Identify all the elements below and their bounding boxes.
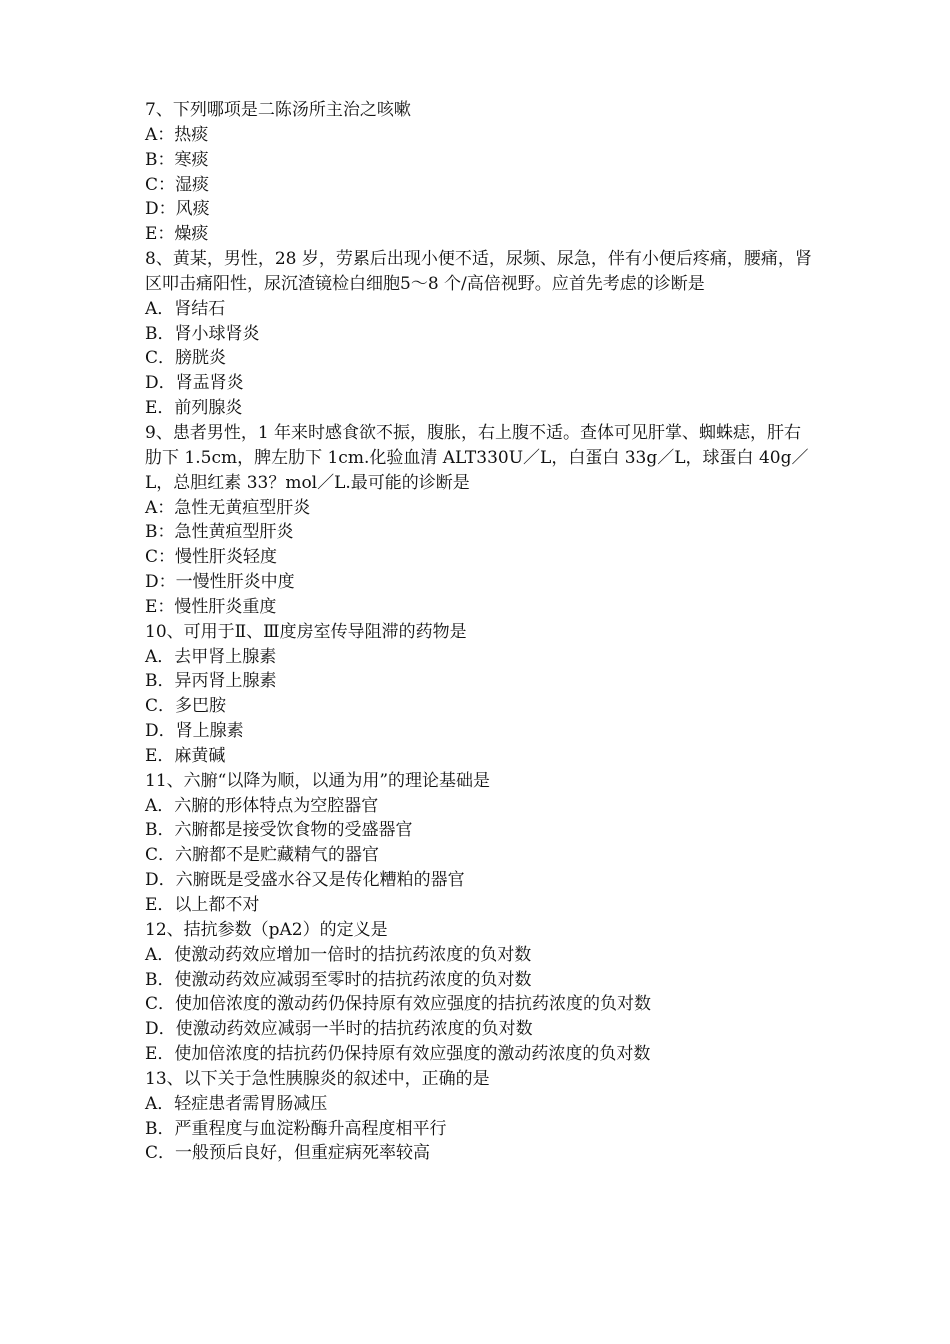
document-content [145, 98, 815, 1166]
question-8-option-e: E．前列腺炎 [145, 398, 243, 419]
question-13-stem: 13、以下关于急性胰腺炎的叙述中，正确的是 [145, 1068, 490, 1089]
question-8-option-d: D．肾盂肾炎 [145, 373, 244, 394]
question-9-option-a: A：急性无黄疸型肝炎 [145, 497, 311, 518]
question-12-option-d: D．使激动药效应减弱一半时的拮抗药浓度的负对数 [145, 1019, 533, 1040]
question-7-option-d: D：风痰 [145, 199, 210, 220]
question-10-stem: 10、可用于Ⅱ、Ⅲ度房室传导阻滞的药物是 [145, 621, 467, 642]
question-13-option-a: A．轻症患者需胃肠减压 [145, 1093, 328, 1114]
question-11-option-c: C．六腑都不是贮藏精气的器官 [145, 845, 380, 866]
question-10-option-a: A．去甲肾上腺素 [145, 646, 277, 667]
question-9-option-e: E：慢性肝炎重度 [145, 596, 277, 617]
question-7-option-e: E：燥痰 [145, 224, 209, 245]
question-7-option-a: A：热痰 [145, 124, 209, 145]
question-7-option-b: B：寒痰 [145, 149, 209, 170]
question-11-option-d: D．六腑既是受盛水谷又是传化糟粕的器官 [145, 870, 465, 891]
question-9-option-b: B：急性黄疸型肝炎 [145, 522, 294, 543]
question-9-option-d: D：一慢性肝炎中度 [145, 572, 295, 593]
question-11-stem: 11、六腑“以降为顺，以通为用”的理论基础是 [145, 770, 491, 791]
question-8-stem: 8、黄某，男性，28 岁，劳累后出现小便不适，尿频、尿急，伴有小便后疼痛，腰痛，肾区叩击痛阳性，尿沉渣镜检白细胞5～8 个/高倍视野。应首先考虑的诊断是 [145, 249, 812, 294]
question-8-option-a: A．肾结石 [145, 298, 226, 319]
question-12-option-a: A．使激动药效应增加一倍时的拮抗药浓度的负对数 [145, 944, 532, 965]
question-12-option-e: E．使加倍浓度的拮抗药仍保持原有效应强度的激动药浓度的负对数 [145, 1044, 651, 1065]
question-13-option-c: C．一般预后良好，但重症病死率较高 [145, 1143, 431, 1164]
question-7-option-c: C：湿痰 [145, 174, 210, 195]
question-11-option-e: E．以上都不对 [145, 895, 260, 915]
question-9-stem: 9、患者男性，1 年来时感食欲不振，腹胀，右上腹不适。查体可见肝掌、蜘蛛痣，肝右肋下 1.5cm，脾左肋下 1cm.化验血清 ALT330U／L，白蛋白 33g／L，球蛋白 40g／L，总胆红素 33？mol／L.最可能的诊断是 [145, 422, 809, 493]
question-11-option-b: B．六腑都是接受饮食物的受盛器官 [145, 820, 413, 841]
question-9-option-c: C：慢性肝炎轻度 [145, 547, 278, 568]
question-10-option-b: B．异丙肾上腺素 [145, 671, 277, 692]
question-10-option-c: C．多巴胺 [145, 696, 227, 717]
question-12-option-b: B．使激动药效应减弱至零时的拮抗药浓度的负对数 [145, 969, 532, 990]
question-7-stem: 7、下列哪项是二陈汤所主治之咳嗽 [145, 100, 411, 120]
question-10-option-d: D．肾上腺素 [145, 721, 244, 742]
question-12-stem: 12、拮抗参数（pA2）的定义是 [145, 919, 388, 940]
question-13-option-b: B．严重程度与血淀粉酶升高程度相平行 [145, 1118, 447, 1139]
question-10-option-e: E．麻黄碱 [145, 745, 226, 766]
question-12-option-c: C．使加倍浓度的激动药仍保持原有效应强度的拮抗药浓度的负对数 [145, 994, 652, 1015]
question-8-option-c: C．膀胱炎 [145, 348, 227, 369]
question-8-option-b: B．肾小球肾炎 [145, 323, 260, 344]
question-11-option-a: A．六腑的形体特点为空腔器官 [145, 795, 379, 816]
